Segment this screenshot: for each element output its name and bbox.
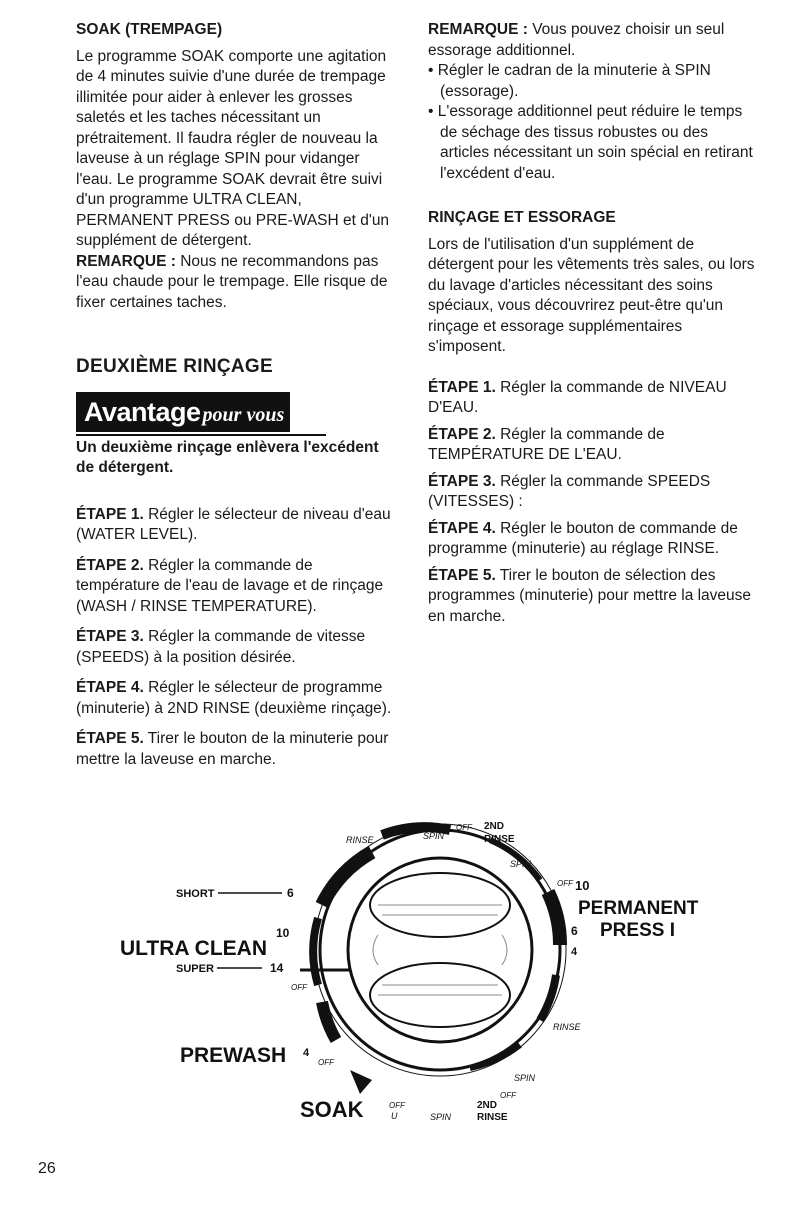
list-item: • Régler le cadran de la minuterie à SPIN (essorage). — [428, 62, 711, 100]
label-short: SHORT — [176, 888, 215, 900]
spin-note-text: Vous pouvez choisir un seul essorage additionnel. — [428, 21, 725, 59]
label-spin-bottom: SPIN — [430, 1112, 452, 1122]
soak-heading: SOAK (TREMPAGE) — [76, 21, 223, 38]
step-text: Régler la commande de TEMPÉRATURE DE L'EAU. — [428, 425, 665, 463]
label-rinse-top: RINSE — [346, 835, 374, 845]
soak-body: Le programme SOAK comporte une agitation de 4 minutes suivie d'une durée de trempage illimitée pour aider à enlever les grosses saletés et les taches nécessitant un prétraitement. Il faudra régler de nouveau la laveuse à un réglage SPIN pour vidanger l'eau. Le programme SOAK devrait être suivi d'un programme ULTRA CLEAN, PERMANENT PRESS ou PRE-WASH et d'un supplément de détergent. — [76, 47, 390, 249]
step-label: ÉTAPE 2. — [428, 425, 496, 443]
step-text: Régler le sélecteur de programme (minuterie) à 2ND RINSE (deuxième rinçage). — [76, 679, 392, 717]
label-10-right: 10 — [575, 878, 590, 893]
step-text: Régler le sélecteur de niveau d'eau (WATER LEVEL). — [76, 505, 391, 543]
step-label: ÉTAPE 1. — [428, 378, 496, 396]
soak-note-text: Nous ne recommandons pas l'eau chaude pour le trempage. Elle risque de fixer certaines taches. — [76, 252, 388, 311]
soak-note-label: REMARQUE : — [76, 252, 176, 270]
label-super: SUPER — [176, 963, 214, 975]
step-text: Régler la commande de température de l'eau de lavage et de rinçage (WASH / RINSE TEMPERATURE). — [76, 556, 384, 615]
label-ultra-clean: ULTRA CLEAN — [120, 937, 267, 960]
dial-arc-permanent — [548, 892, 560, 945]
step-text: Régler la commande SPEEDS (VITESSES) : — [428, 472, 711, 510]
label-rinse-right: RINSE — [553, 1022, 581, 1032]
step-label: ÉTAPE 3. — [76, 628, 144, 645]
step-text: Régler la commande de vitesse (SPEEDS) à la position désirée. — [76, 628, 366, 666]
label-4-right: 4 — [571, 946, 578, 958]
label-14: 14 — [270, 961, 284, 975]
label-off-left: OFF — [291, 983, 307, 992]
label-6-left: 6 — [287, 886, 294, 900]
step-label: ÉTAPE 2. — [76, 556, 144, 574]
label-soak: SOAK — [300, 1097, 364, 1122]
label-off-top: OFF — [456, 823, 472, 832]
label-off-soak: OFF — [389, 1101, 405, 1110]
label-6-right: 6 — [571, 924, 578, 938]
label-spin-upper-right: SPIN — [510, 859, 532, 869]
label-off-right: OFF — [557, 879, 573, 888]
label-10-left: 10 — [276, 926, 290, 940]
dial-knob — [348, 858, 532, 1042]
banner-sub: pour vous — [202, 403, 285, 426]
label-prewash: PREWASH — [180, 1044, 287, 1067]
soak-marker — [350, 1070, 372, 1094]
step-label: ÉTAPE 4. — [76, 679, 144, 696]
second-rinse-heading: DEUXIÈME RINÇAGE — [76, 356, 273, 377]
step-label: ÉTAPE 5. — [428, 566, 496, 584]
dial-arc-perm-lower — [540, 975, 556, 1020]
label-press: PRESS I — [600, 920, 675, 941]
rinse-spin-heading: RINÇAGE ET ESSORAGE — [428, 209, 616, 226]
benefit-text: Un deuxième rinçage enlèvera l'excédent de détergent. — [76, 438, 379, 476]
step-text: Régler le bouton de commande de programme (minuterie) au réglage RINSE. — [428, 519, 738, 557]
label-permanent: PERMANENT — [578, 898, 699, 919]
step-text: Tirer le bouton de sélection des programmes (minuterie) pour mettre la laveuse en marche. — [428, 566, 752, 625]
step-text: Tirer le bouton de la minuterie pour mettre la laveuse en marche. — [76, 730, 389, 768]
spin-note-label: REMARQUE : — [428, 21, 528, 38]
label-off-prewash: OFF — [318, 1058, 334, 1067]
label-rinse-bottom: RINSE — [477, 1112, 508, 1123]
step-label: ÉTAPE 4. — [428, 519, 496, 537]
label-spin-top: SPIN — [423, 831, 445, 841]
step-text: Régler la commande de NIVEAU D'EAU. — [428, 378, 727, 416]
dial-arc-ultra-lower — [313, 918, 318, 985]
step-label: ÉTAPE 1. — [76, 505, 144, 523]
label-2nd-bottom: 2ND — [477, 1100, 498, 1111]
label-4-left: 4 — [303, 1047, 310, 1059]
list-item: • L'essorage additionnel peut réduire le temps de séchage des tissus robustes ou des articles nécessitant un soin spécial en retirant l'excédent d'eau. — [428, 103, 753, 182]
step-label: ÉTAPE 3. — [428, 472, 496, 490]
rinse-spin-body: Lors de l'utilisation d'un supplément de détergent pour les vêtements très sales, ou lors du lavage d'articles nécessitant des soins spéciaux, vous découvrirez peut-être qu'un rinçage et essorage supplémentaires s'imposent. — [428, 235, 755, 355]
page-number: 26 — [38, 1160, 56, 1177]
label-off-bottom-right: OFF — [500, 1091, 516, 1100]
label-u: U — [391, 1111, 398, 1121]
label-rinse-top-right: RINSE — [484, 834, 515, 845]
label-2nd-top: 2ND — [484, 821, 505, 832]
banner-main: Avantage — [84, 396, 201, 427]
label-spin-lower-right: SPIN — [514, 1073, 536, 1083]
step-label: ÉTAPE 5. — [76, 730, 144, 747]
